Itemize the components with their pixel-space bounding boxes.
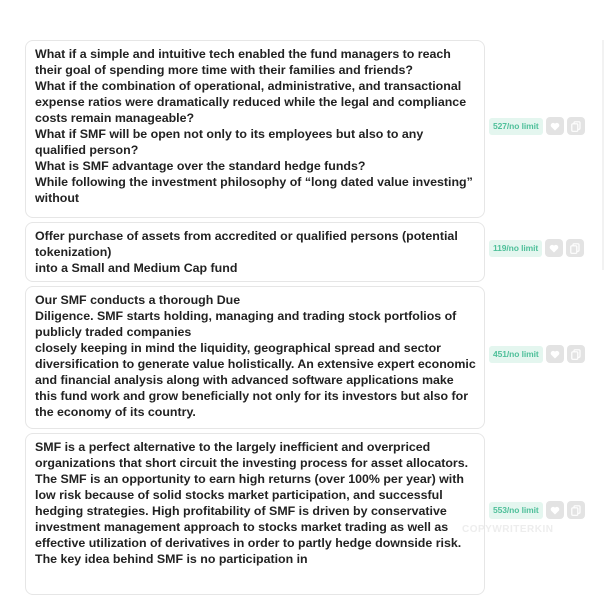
result-text: What if a simple and intuitive tech enabled the fund managers to reach their goal of spending more time with their families and friends? What if the combination of operational, administrative, and transactional expense ratios were dramatically reduced while the legal and compliance costs remain manageable? What if SMF will be open not only to its employees but also to any qualified person? What is SMF advantage over the standard hedge funds? While following the investment philosophy of “long dated value investing” without xyxy=(35,47,473,205)
copy-icon xyxy=(571,505,581,516)
copy-button[interactable] xyxy=(567,117,585,135)
watermark: COPYWRITERKIN xyxy=(462,524,554,535)
favorite-button[interactable] xyxy=(546,117,564,135)
result-actions xyxy=(489,345,585,363)
heart-icon xyxy=(550,350,560,359)
heart-icon xyxy=(550,506,560,515)
copy-button[interactable] xyxy=(566,239,584,257)
copy-icon xyxy=(571,349,581,360)
character-count-badge: 451/no limit xyxy=(489,346,543,363)
character-count-badge: 119/no limit xyxy=(489,240,542,257)
copy-icon xyxy=(570,243,580,254)
result-actions xyxy=(489,117,585,135)
favorite-button[interactable] xyxy=(546,501,564,519)
result-actions xyxy=(489,501,585,519)
heart-icon xyxy=(549,244,559,253)
heart-icon xyxy=(550,122,560,131)
character-count-badge: 527/no limit xyxy=(489,118,543,135)
result-card xyxy=(25,40,485,218)
result-text: Our SMF conducts a thorough Due Diligence. SMF starts holding, managing and trading stock portfolios of publicly traded companies closely keeping in mind the liquidity, geographical spread and sector diversification to generate value holistically. An extensive expert economic and financial analysis along with advanced software applications make this fund work and grow beneficially not only for its investors but also for the economy of its country. xyxy=(35,293,476,419)
result-text: Offer purchase of assets from accredited or qualified persons (potential tokenization) into a Small and Medium Cap fund xyxy=(35,229,458,275)
character-count-badge: 553/no limit xyxy=(489,502,543,519)
result-text: SMF is a perfect alternative to the largely inefficient and overpriced organizations that short circuit the investing process for asset allocators. The SMF is an opportunity to earn high returns (over 100% per year) with low risk because of solid stocks market participation, and successful hedging strategies. High profitability of SMF is driven by conservative investment management approach to stocks market trading as well as effective utilization of derivatives in order to partly hedge downside risk. The key idea behind SMF is no participation in xyxy=(35,440,469,566)
result-card xyxy=(25,286,485,429)
favorite-button[interactable] xyxy=(546,345,564,363)
copy-button[interactable] xyxy=(567,501,585,519)
copy-button[interactable] xyxy=(567,345,585,363)
result-card xyxy=(25,222,485,282)
result-actions xyxy=(489,239,584,257)
copy-icon xyxy=(571,121,581,132)
favorite-button[interactable] xyxy=(545,239,563,257)
result-card xyxy=(25,433,485,595)
